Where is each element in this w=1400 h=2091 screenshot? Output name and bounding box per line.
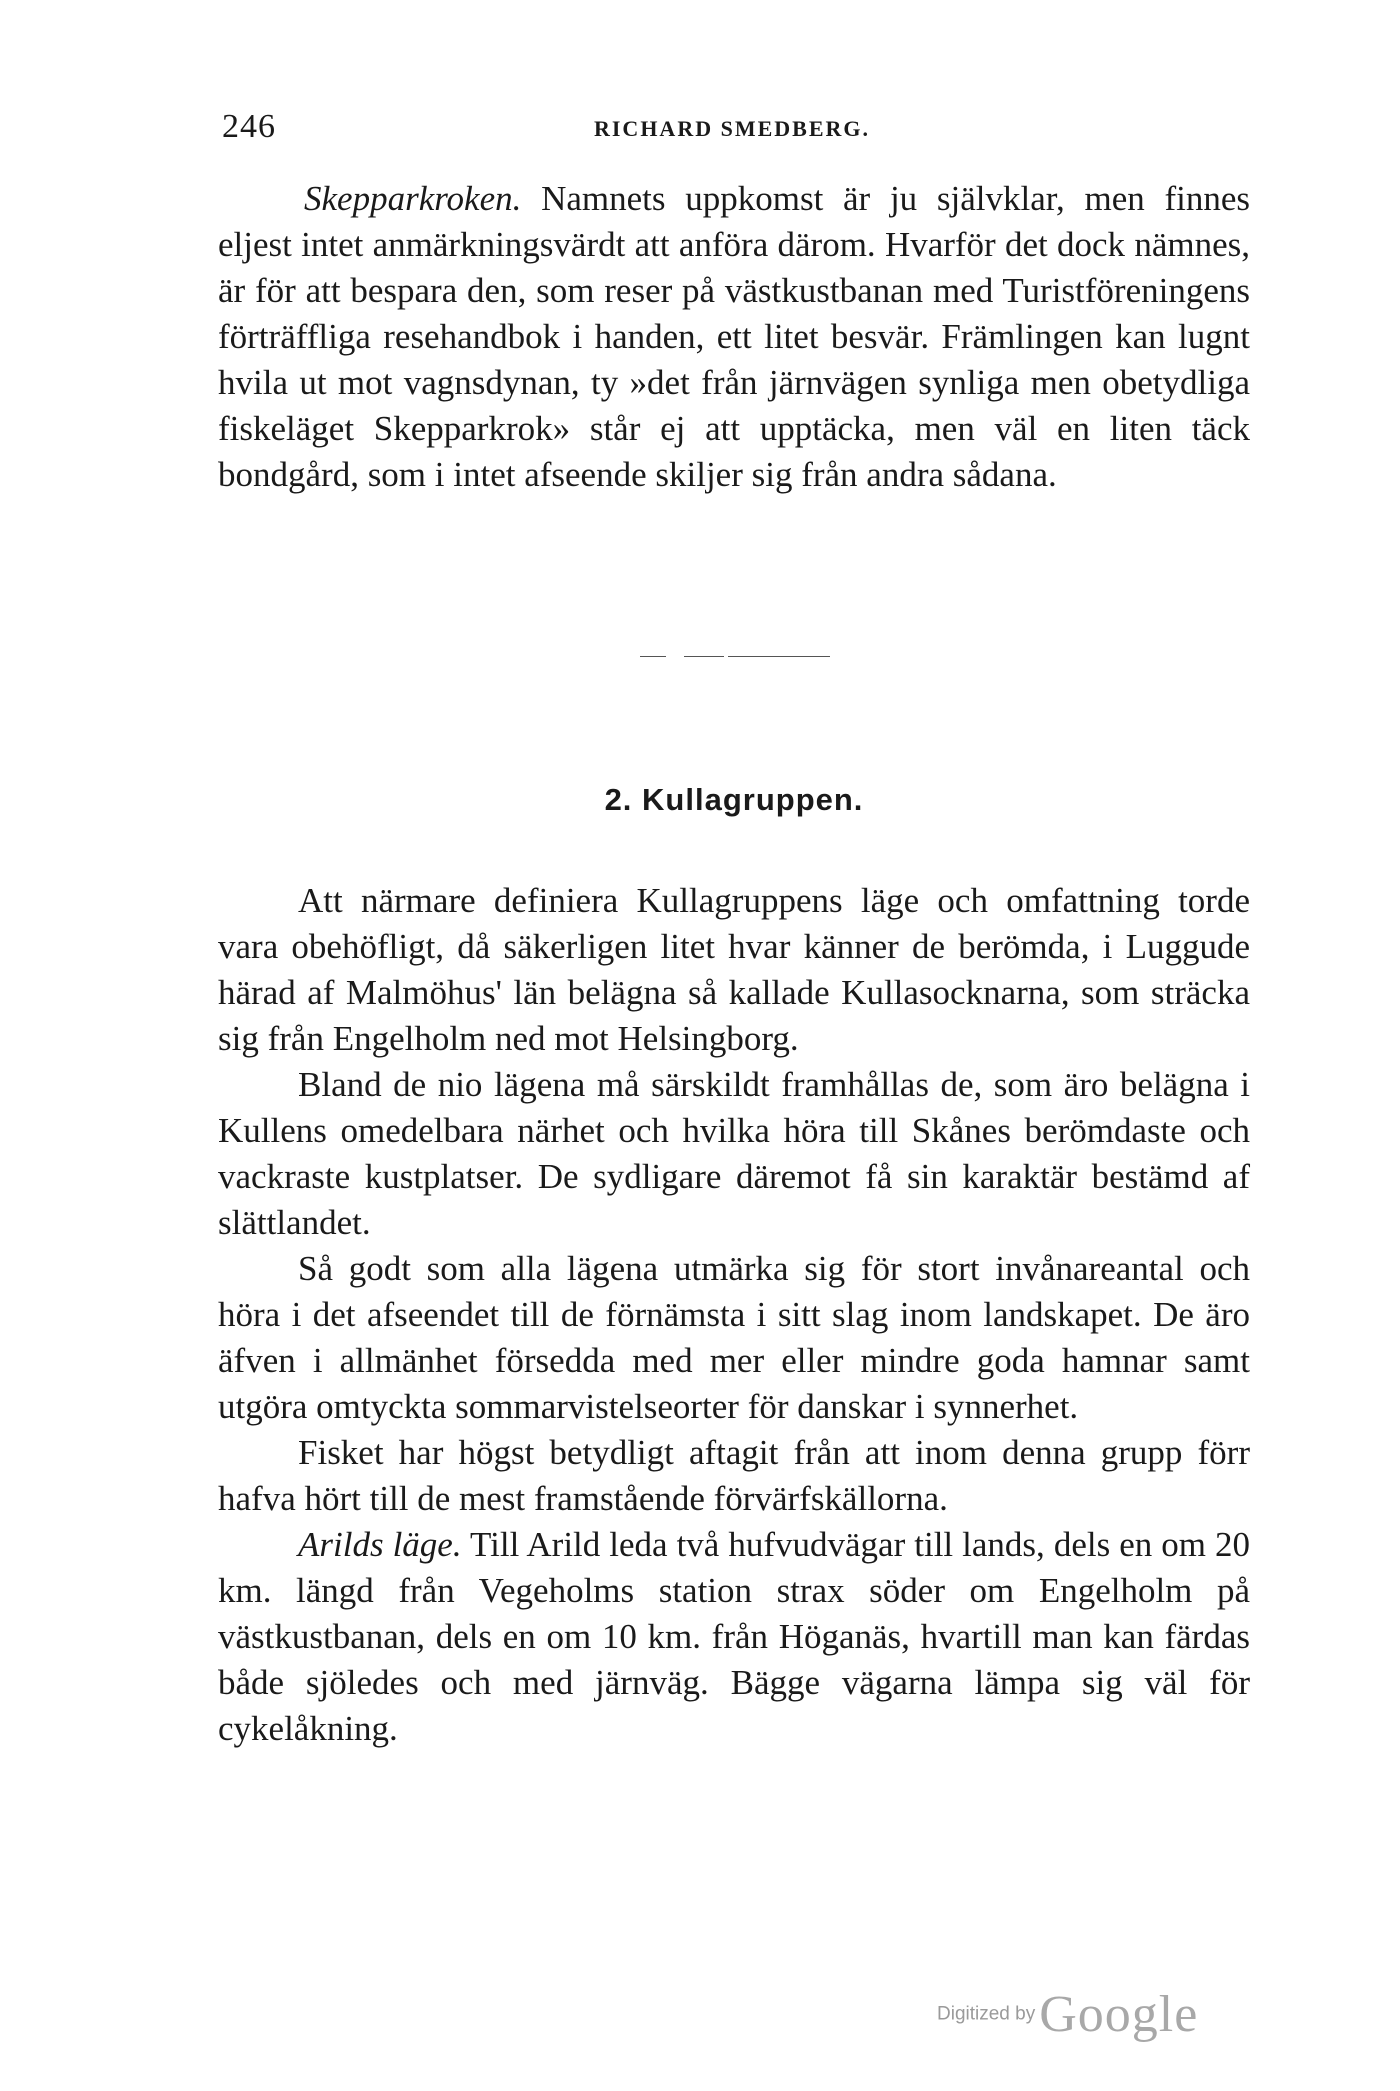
digitized-watermark <box>937 1985 1198 2045</box>
paragraph: Att närmare definiera Kullagruppens läge och omfattning torde vara obehöfligt, då säkerligen litet hvar känner de berömda, i Luggude härad af Malmöhus' län belägna så kallade Kullasocknarna, som sträcka sig från Engelholm ned mot Helsingborg. <box>218 881 1250 1058</box>
page-number: 246 <box>222 108 276 145</box>
paragraph: Så godt som alla lägena utmärka sig för stort invånareantal och höra i det afseendet till de förnämsta i sitt slag inom landskapet. De äro äfven i allmänhet försedda med mer eller mindre goda hamnar samt utgöra omtyckta sommarvistelseorter för danskar i synnerhet. <box>218 1249 1250 1426</box>
page-header <box>222 108 1242 148</box>
watermark-prefix: Digitized by <box>937 2003 1036 2025</box>
skepparkroken-section <box>218 176 1250 498</box>
paragraph-lead: Skepparkroken. <box>304 179 522 218</box>
google-logo: Google <box>1039 1986 1199 2043</box>
running-head: RICHARD SMEDBERG. <box>593 116 871 141</box>
section-heading: 2. Kullagruppen. <box>604 782 864 817</box>
paragraph-text: Till Arild leda två hufvudvägar till lands, dels en om 20 km. längd från Vegeholms station strax söder om Engelholm på västkustbanan, dels en om 10 km. från Höganäs, hvartill man kan färdas både sjöledes och med järnväg. Bägge vägarna lämpa sig väl för cykelåkning. <box>218 1525 1250 1748</box>
paragraph-text: Namnets uppkomst är ju självklar, men finnes eljest intet anmärkningsvärdt att anföra därom. Hvarför det dock nämnes, är för att bespara den, som reser på västkustbanan med Turistföreningens förträffliga resehandbok i handen, ett litet besvär. Främlingen kan lugnt hvila ut mot vagnsdynan, ty »det från järnvägen synliga men obetydliga fiskeläget Skepparkrok» står ej att upptäcka, men väl en liten täck bondgård, som i intet afseende skiljer sig från andra sådana. <box>218 179 1250 494</box>
section-divider <box>640 656 830 660</box>
paragraph: Fisket har högst betydligt aftagit från att inom denna grupp förr hafva hört till de mest framstående förvärfskällorna. <box>218 1433 1250 1518</box>
paragraph: Bland de nio lägena må särskildt framhållas de, som äro belägna i Kullens omedelbara närhet och hvilka höra till Skånes berömdaste och vackraste kustplatser. De sydligare däremot få sin karaktär bestämd af slättlandet. <box>218 1065 1250 1242</box>
paragraph-lead: Arilds läge. <box>298 1525 462 1564</box>
kullagruppen-section <box>218 878 1250 1752</box>
paragraph <box>218 1522 1250 1752</box>
paragraph <box>218 176 1250 498</box>
